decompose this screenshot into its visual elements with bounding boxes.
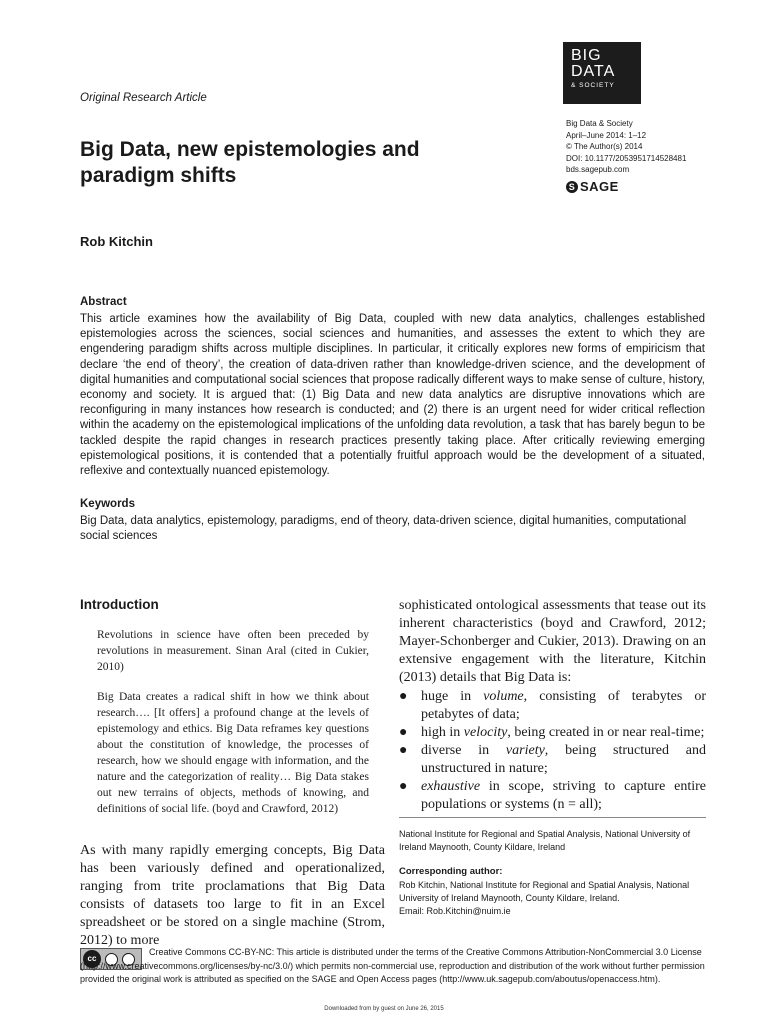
creative-commons-icon: cc <box>83 950 101 968</box>
list-item-text: high in <box>421 725 464 740</box>
list-item-text: in scope, striving to capture entire populations or systems (n = all); <box>421 779 706 812</box>
corresponding-author-email[interactable]: Email: Rob.Kitchin@nuim.ie <box>399 906 511 916</box>
intro-paragraph-left: As with many rapidly emerging concepts, Big Data has been variously defined and operationalized, ranging from trite proclamations that Big Data consists of datasets too large to fit in an Excel spreadsheet or be stored on a single machine (Strom, 2012) to more <box>80 843 385 948</box>
list-item <box>399 778 706 814</box>
author-name: Rob Kitchin <box>80 234 153 249</box>
article-type: Original Research Article <box>80 92 207 104</box>
list-item-emphasis: variety <box>505 743 545 758</box>
list-item-text: , consisting of terabytes or petabytes of data; <box>421 689 706 722</box>
corresponding-author-address: Rob Kitchin, National Institute for Regional and Spatial Analysis, National University of Ireland Maynooth, County Kildare, Ireland. <box>399 880 690 903</box>
journal-info <box>566 118 686 176</box>
list-item <box>399 688 706 724</box>
abstract-text: This article examines how the availability of Big Data, coupled with new data analytics, challenges established epistemologies across the sciences, social sciences and humanities, and assesses the extent to which they are engendering paradigm shifts across multiple disciplines. In particular, it critically explores new forms of empiricism that declare ‘the end of theory’, the creation of data-driven rather than knowledge-driven science, and the development of digital humanities and computational social sciences that propose radically different ways to make sense of culture, history, economy and society. It is argued that: (1) Big Data and new data analytics are disruptive innovations which are reconfiguring in many instances how research is conducted; and (2) there is an urgent need for wider critical reflection within the academy on the epistemological implications of the unfolding data revolution, a task that has barely begun to be tackled despite the rapid changes in research practices presently taking place. After critically reviewing emerging epistemological positions, it is contended that a potentially fruitful approach would be the development of a situated, reflexive and contextually nuanced epistemology. <box>80 313 705 478</box>
keywords-heading: Keywords <box>80 498 135 510</box>
bullet-icon: ● <box>399 689 408 704</box>
sage-logo-text: SAGE <box>580 179 619 194</box>
author-affiliation: National Institute for Regional and Spatial Analysis, National University of Ireland Maynooth, County Kildare, Ireland <box>399 829 691 852</box>
introduction-heading: Introduction <box>80 597 159 612</box>
abstract-heading: Abstract <box>80 296 127 308</box>
corresponding-author-heading: Corresponding author: <box>399 866 503 877</box>
list-item-text: , being created in or near real-time; <box>507 725 705 740</box>
journal-doi[interactable]: DOI: 10.1177/2053951714528481 <box>566 153 687 163</box>
sage-mark-icon: S <box>566 181 578 193</box>
big-data-characteristics-list <box>399 688 706 814</box>
journal-logo <box>563 42 641 104</box>
footnote-divider <box>399 817 706 818</box>
list-item <box>399 724 706 742</box>
list-item-text: , being structured and unstructured in nature; <box>421 743 706 776</box>
list-item-emphasis: volume <box>483 689 524 704</box>
list-item-emphasis: exhaustive <box>421 779 481 794</box>
epigraph-quote-1: Revolutions in science have often been preceded by revolutions in measurement. Sinan Aral (cited in Cukier, 2010) <box>97 629 369 673</box>
license-text: Creative Commons CC-BY-NC: This article is distributed under the terms of the Creative Commons Attribution-NonCommercial 3.0 License (http://www.creativecommons.org/licenses/by-nc/3.0/) which permits non-commercial use, reproduction and distribution of the work without further permission provided the original work is attributed as specified on the SAGE and Open Access pages (http://www.uk.sagepub.com/aboutus/openaccess.htm). <box>80 947 705 984</box>
journal-copyright: © The Author(s) 2014 <box>566 142 643 151</box>
list-item-emphasis: velocity <box>463 725 508 740</box>
list-item <box>399 742 706 778</box>
bullet-icon: ● <box>399 743 408 758</box>
journal-name: Big Data & Society <box>566 119 633 128</box>
intro-paragraph-right: sophisticated ontological assessments that tease out its inherent characteristics (boyd and Crawford, 2012; Mayer-Schonberger and Cukier, 2013). Drawing on an extensive engagement with the literature, Kitchin (2013) details that Big Data is: <box>399 598 706 685</box>
bullet-icon: ● <box>399 779 408 794</box>
download-note: Downloaded from by guest on June 26, 2015 <box>324 1006 444 1012</box>
article-title: Big Data, new epistemologies and paradigm shifts <box>80 138 420 187</box>
journal-website[interactable]: bds.sagepub.com <box>566 165 630 174</box>
list-item-text: huge in <box>421 689 484 704</box>
keywords-text: Big Data, data analytics, epistemology, paradigms, end of theory, data-driven science, digital humanities, computational social sciences <box>80 515 687 543</box>
journal-issue: April–June 2014: 1–12 <box>566 130 647 140</box>
list-item-text: diverse in <box>421 743 506 758</box>
corresponding-author-details <box>399 879 709 918</box>
sage-logo <box>566 179 619 194</box>
epigraph-quote-2: Big Data creates a radical shift in how we think about research…. [It offers] a profound change at the levels of epistemology and ethics. Big Data reframes key questions about the constitution of knowledge, the processes of research, how we should engage with information, and the nature and the categorization of reality… Big Data stakes out new terrains of objects, methods of knowing, and definitions of social life. (boyd and Crawford, 2012) <box>97 691 369 815</box>
logo-line-data: DATA <box>571 63 616 80</box>
logo-line-society: & SOCIETY <box>571 82 615 89</box>
bullet-icon: ● <box>399 725 408 740</box>
logo-line-big: BIG <box>571 47 602 64</box>
